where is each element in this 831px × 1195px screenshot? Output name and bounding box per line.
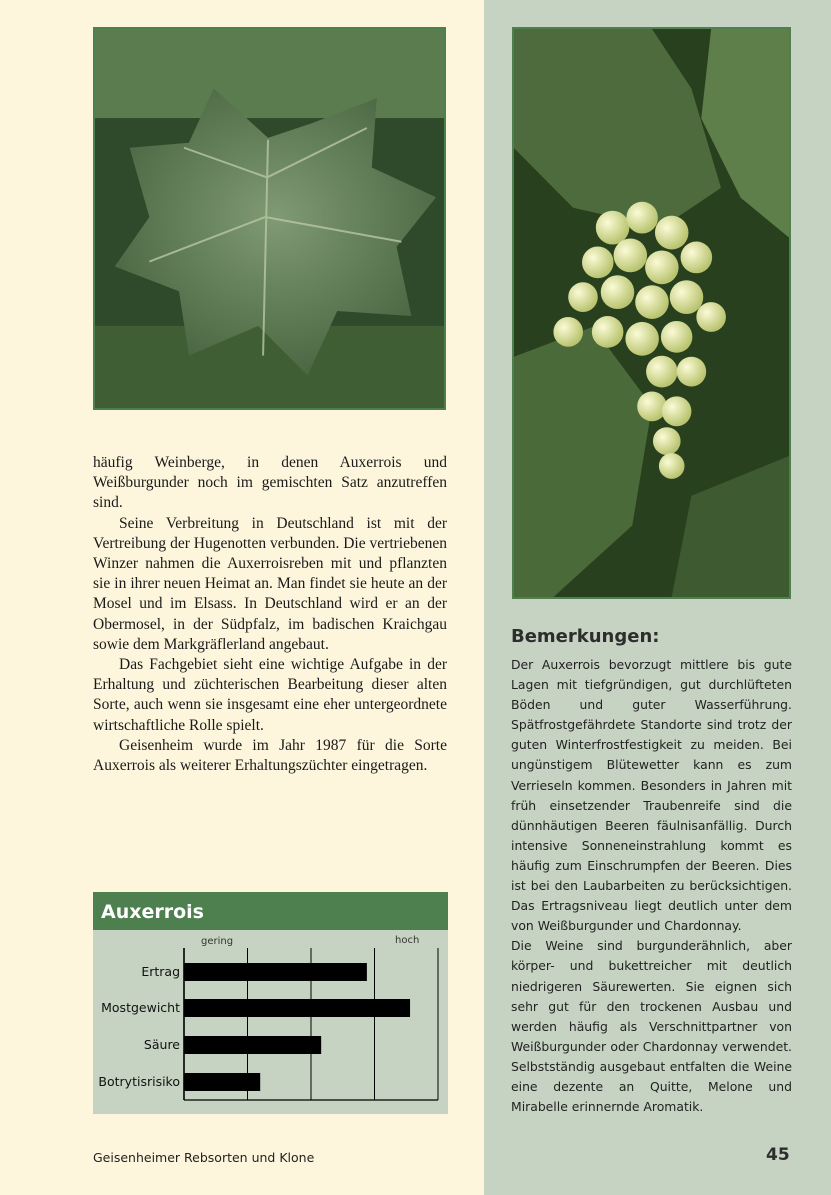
vine-leaf-photo	[93, 27, 446, 410]
chart-title: Auxerrois	[93, 892, 448, 930]
characteristics-chart	[93, 892, 448, 1114]
scale-label-low: gering	[201, 936, 234, 947]
body-paragraph: Das Fachgebiet sieht eine wichtige Aufgabe in der Erhaltung und züchterischen Bearbeitung dieser alten Sorte, auch wenn sie insgesamt eine eher untergeordnete wirtschaftliche Rolle spielt.	[93, 656, 447, 734]
chart-bar	[184, 1073, 260, 1091]
chart-bar	[184, 963, 367, 981]
body-paragraph: Seine Verbreitung in Deutschland ist mit der Vertreibung der Hugenotten verbunden. Die vertriebenen Winzer nahmen die Auxerroisreben mit und pflanzten sie in ihrer neuen Heimat an. Man findet sie heute an der Mosel und im Elsass. In Deutschland wird er an der Obermosel, in der Südpfalz, im badischen Kraichgau sowie dem Markgräflerland angebaut.	[93, 514, 447, 653]
grape-cluster-photo	[512, 27, 791, 599]
main-body-text	[93, 453, 447, 776]
body-paragraph: Geisenheim wurde im Jahr 1987 für die Sorte Auxerrois als weiterer Erhaltungszüchter eingetragen.	[93, 736, 447, 775]
chart-plot	[93, 930, 448, 1114]
chart-category-label: Mostgewicht	[101, 1000, 180, 1015]
page-number: 45	[766, 1145, 790, 1165]
remarks-paragraph: Die Weine sind burgunderähnlich, aber körper- und bukettreicher mit deutlich niedrigeren Säurewerten. Sie eignen sich sehr gut für den trockenen Ausbau und werden häufig als Verschnittpartner von Weißburgunder oder Chardonnay verwendet. Selbstständig ausgebaut entfalten die Weine eine dezente an Quitte, Melone und Mirabelle erinnernde Aromatik.	[511, 938, 792, 1115]
body-paragraph: häufig Weinberge, in denen Auxerrois und Weißburgunder noch im gemischten Satz anzutreffen sind.	[93, 454, 447, 512]
chart-category-label: Säure	[143, 1037, 180, 1052]
remarks-text	[511, 655, 792, 1117]
footer-book-title: Geisenheimer Rebsorten und Klone	[93, 1150, 315, 1165]
chart-category-label: Botrytisrisiko	[98, 1074, 180, 1089]
remarks-paragraph: Der Auxerrois bevorzugt mittlere bis gute Lagen mit tiefgründigen, gut durchlüfteten Böden und guter Wasserführung. Spätfrostgefährdete Standorte sind trotz der guten Winterfrostfestigkeit zu meiden. Bei ungünstigem Blütewetter kann es zum Verrieseln kommen. Besonders in Jahren mit früh einsetzender Traubenreife sind die dünnhäutigen Beeren fäulnisanfällig. Durch intensive Sonneneinstrahlung kommt es häufig zum Einschrumpfen der Beeren. Dies ist bei den Laubarbeiten zu berücksichtigen. Das Ertragsniveau liegt deutlich unter dem von Weißburgunder und Chardonnay.	[511, 657, 792, 934]
scale-label-high: hoch	[395, 935, 420, 946]
chart-bar	[184, 999, 410, 1017]
remarks-heading: Bemerkungen:	[511, 626, 660, 647]
chart-bar	[184, 1036, 321, 1054]
chart-category-label: Ertrag	[141, 964, 180, 979]
